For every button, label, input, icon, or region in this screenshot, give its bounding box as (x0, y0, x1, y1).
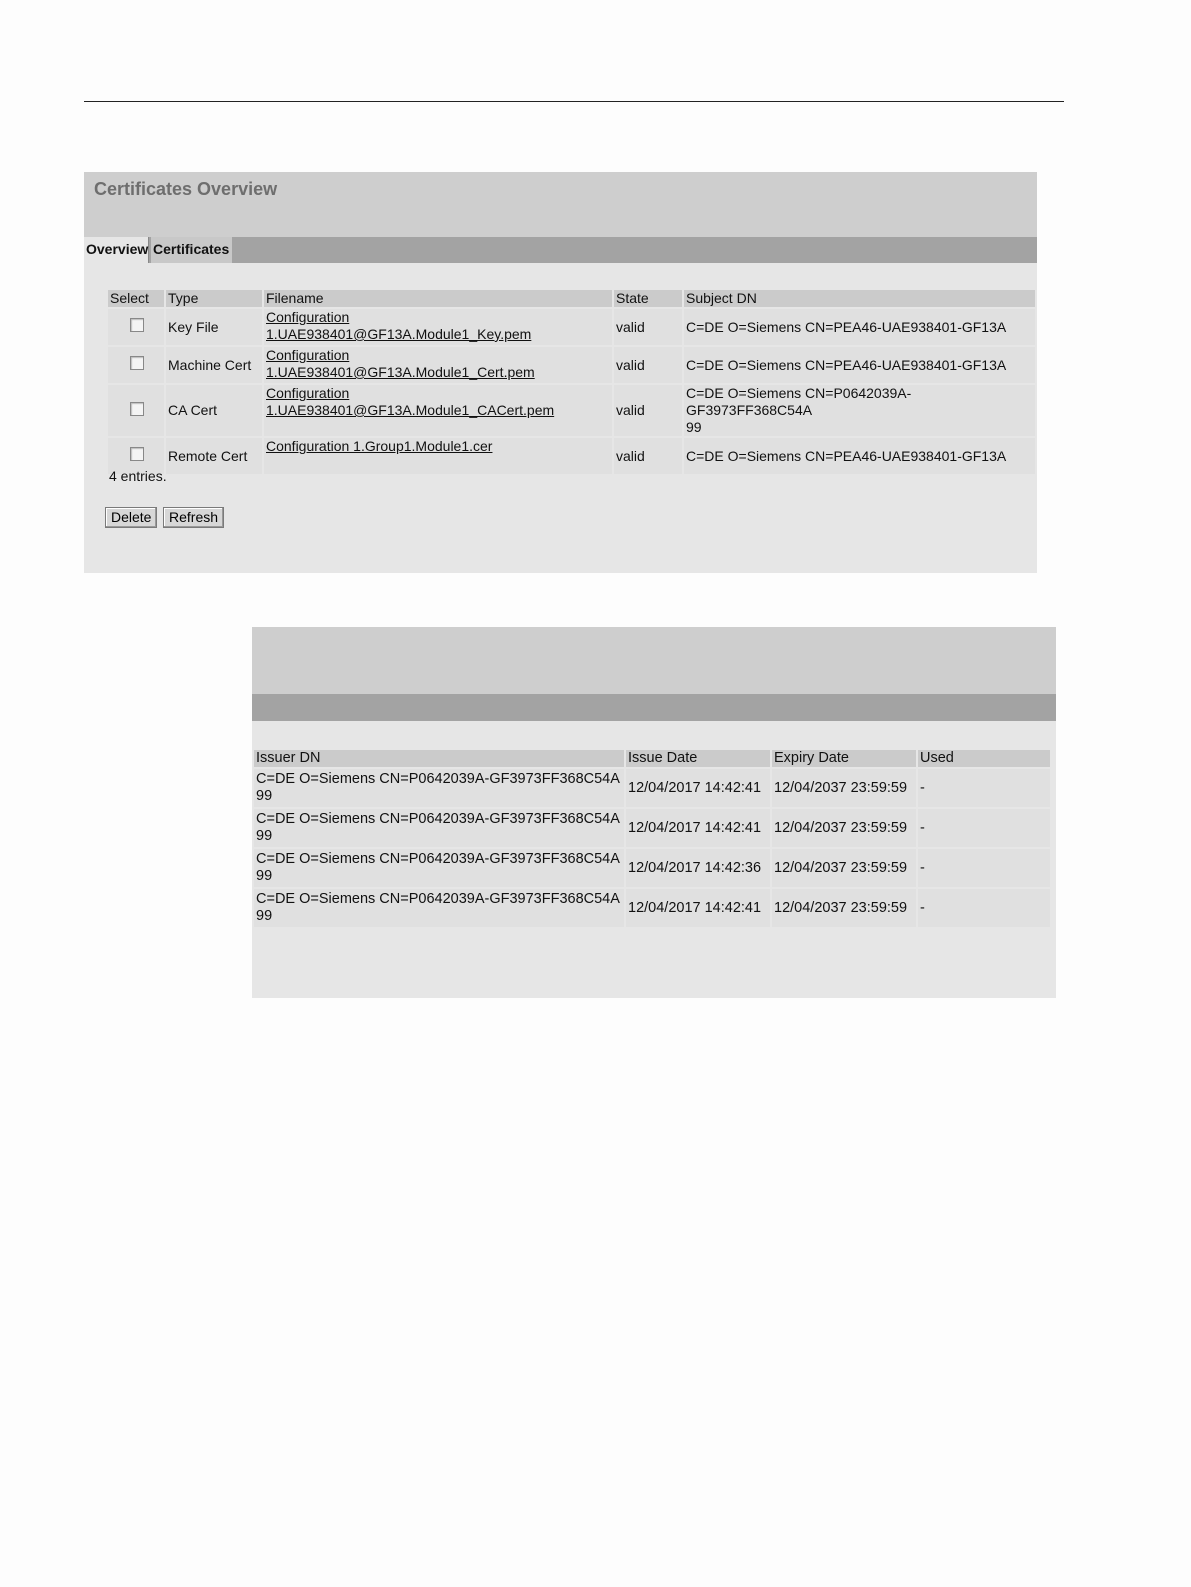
tab-bar (252, 694, 1056, 721)
issuer-dn-cell (254, 849, 624, 887)
issuer-dn-text-continued: 99 (256, 788, 273, 804)
type-cell: Key File (166, 309, 262, 345)
issue-date-cell: 12/04/2017 14:42:41 (626, 769, 770, 807)
issue-date-cell: 12/04/2017 14:42:41 (626, 889, 770, 927)
state-cell: valid (614, 347, 682, 383)
table-header-row (254, 750, 1050, 767)
used-cell: - (918, 809, 1050, 847)
row-select-checkbox[interactable] (130, 447, 144, 461)
used-cell: - (918, 889, 1050, 927)
table-row (108, 385, 1035, 436)
column-header-issuer-dn: Issuer DN (254, 750, 624, 767)
panel-header (252, 627, 1056, 694)
issuer-dn-text-continued: 99 (256, 828, 273, 844)
table-row (254, 769, 1050, 807)
used-cell: - (918, 849, 1050, 887)
subject-dn-cell (684, 347, 1035, 383)
entries-count: 4 entries. (109, 468, 167, 484)
issuer-dn-text: C=DE O=Siemens CN=P0642039A-GF3973FF368C54A (256, 891, 620, 907)
page-title: Certificates Overview (94, 179, 278, 199)
column-header-state: State (614, 290, 682, 307)
state-cell: valid (614, 309, 682, 345)
subject-dn-cell (684, 309, 1035, 345)
panel-header (84, 172, 1037, 237)
subject-dn-text: C=DE O=Siemens CN=PEA46-UAE938401-GF13A (686, 447, 1007, 464)
type-cell: CA Cert (166, 385, 262, 436)
expiry-date-cell: 12/04/2037 23:59:59 (772, 809, 916, 847)
refresh-button[interactable]: Refresh (163, 507, 224, 528)
tab-bar (84, 237, 1037, 263)
subject-dn-text-continued: 99 (686, 419, 702, 435)
column-header-subject-dn: Subject DN (684, 290, 1035, 307)
subject-dn-text: C=DE O=Siemens CN=PEA46-UAE938401-GF13A (686, 318, 1007, 335)
row-select-checkbox[interactable] (130, 356, 144, 370)
certificate-details-table (252, 748, 1052, 929)
issuer-dn-text: C=DE O=Siemens CN=P0642039A-GF3973FF368C54A (256, 811, 620, 827)
expiry-date-cell: 12/04/2037 23:59:59 (772, 849, 916, 887)
delete-button[interactable]: Delete (105, 507, 157, 528)
select-cell (108, 347, 164, 383)
type-cell: Remote Cert (166, 438, 262, 474)
table-row (254, 889, 1050, 927)
column-header-issue-date: Issue Date (626, 750, 770, 767)
column-header-filename: Filename (264, 290, 612, 307)
issuer-dn-cell (254, 769, 624, 807)
state-cell: valid (614, 438, 682, 474)
issuer-dn-text-continued: 99 (256, 908, 273, 924)
subject-dn-text: C=DE O=Siemens CN=P0642039A-GF3973FF368C54A (686, 385, 912, 418)
certificates-overview-panel (84, 172, 1037, 573)
issuer-dn-text: C=DE O=Siemens CN=P0642039A-GF3973FF368C54A (256, 771, 620, 787)
table-row (108, 347, 1035, 383)
certificate-details-panel (252, 627, 1056, 998)
table-header-row (108, 290, 1035, 307)
certificates-table (106, 288, 1037, 476)
state-cell: valid (614, 385, 682, 436)
subject-dn-cell (684, 438, 1035, 474)
filename-cell (264, 385, 612, 436)
row-select-checkbox[interactable] (130, 318, 144, 332)
row-select-checkbox[interactable] (130, 402, 144, 416)
filename-link[interactable]: Configuration 1.UAE938401@GF13A.Module1_Key.pem (266, 309, 532, 342)
used-cell: - (918, 769, 1050, 807)
select-cell (108, 385, 164, 436)
column-header-select: Select (108, 290, 164, 307)
issue-date-cell: 12/04/2017 14:42:36 (626, 849, 770, 887)
filename-cell (264, 309, 612, 345)
issuer-dn-cell (254, 889, 624, 927)
table-row (254, 849, 1050, 887)
table-row (108, 438, 1035, 474)
subject-dn-text: C=DE O=Siemens CN=PEA46-UAE938401-GF13A (686, 356, 1007, 373)
filename-link-continued[interactable]: 1.UAE938401@GF13A.Module1_CACert.pem (266, 402, 555, 418)
expiry-date-cell: 12/04/2037 23:59:59 (772, 769, 916, 807)
tab-certificates[interactable]: Certificates (151, 237, 232, 263)
filename-link[interactable]: Configuration (266, 385, 350, 401)
filename-link[interactable]: Configuration 1.UAE938401@GF13A.Module1_Cert.pem (266, 347, 535, 380)
filename-cell (264, 438, 612, 474)
issuer-dn-text-continued: 99 (256, 868, 273, 884)
column-header-type: Type (166, 290, 262, 307)
filename-cell (264, 347, 612, 383)
table-row (254, 809, 1050, 847)
type-cell: Machine Cert (166, 347, 262, 383)
issuer-dn-text: C=DE O=Siemens CN=P0642039A-GF3973FF368C54A (256, 851, 620, 867)
column-header-used: Used (918, 750, 1050, 767)
table-row (108, 309, 1035, 345)
issuer-dn-cell (254, 809, 624, 847)
tab-overview[interactable]: Overview (84, 237, 149, 263)
expiry-date-cell: 12/04/2037 23:59:59 (772, 889, 916, 927)
subject-dn-cell (684, 385, 1035, 436)
filename-link[interactable]: Configuration 1.Group1.Module1.cer (266, 438, 493, 454)
page-top-rule (84, 101, 1064, 102)
column-header-expiry-date: Expiry Date (772, 750, 916, 767)
select-cell (108, 309, 164, 345)
issue-date-cell: 12/04/2017 14:42:41 (626, 809, 770, 847)
